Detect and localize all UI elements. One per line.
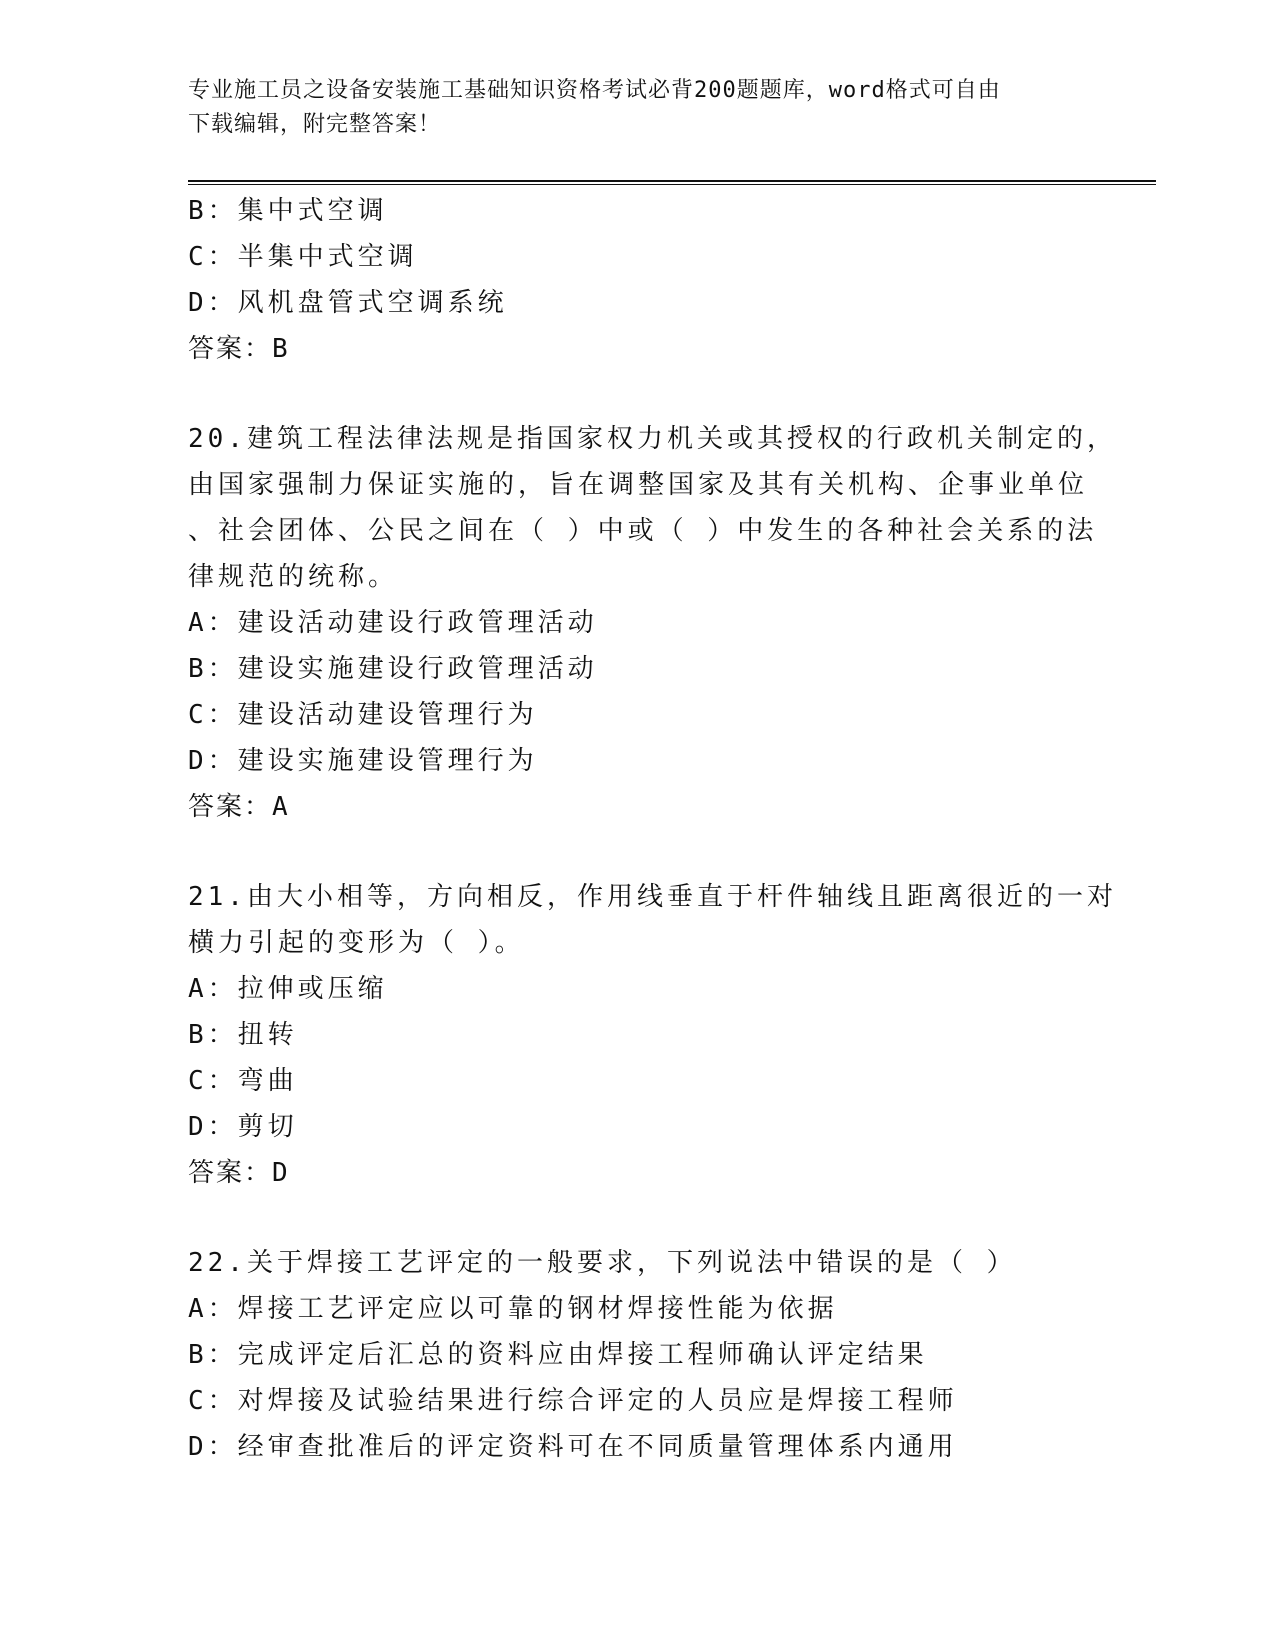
option-d: D：剪切 [188, 1112, 298, 1142]
option-d: D：建设实施建设管理行为 [188, 746, 538, 776]
answer-line: 答案：D [188, 1158, 290, 1188]
question-stem-line: 21.由大小相等，方向相反，作用线垂直于杆件轴线且距离很近的一对 [188, 882, 1117, 912]
question-stem-line: 、社会团体、公民之间在（ ）中或（ ）中发生的各种社会关系的法 [188, 516, 1098, 546]
answer-line: 答案：B [188, 334, 290, 364]
option-d: D：经审查批准后的评定资料可在不同质量管理体系内通用 [188, 1432, 958, 1462]
question-stem-line: 22.关于焊接工艺评定的一般要求，下列说法中错误的是（ ） [188, 1248, 1017, 1278]
option-c: C：弯曲 [188, 1066, 298, 1096]
spacer [188, 830, 1088, 874]
question-stem-line: 20.建筑工程法律法规是指国家权力机关或其授权的行政机关制定的， [188, 424, 1117, 454]
header-divider-thin [188, 184, 1156, 185]
question-stem-line: 由国家强制力保证实施的，旨在调整国家及其有关机构、企事业单位 [188, 470, 1089, 500]
document-body [188, 188, 1117, 1470]
question-20 [188, 416, 1117, 830]
page-header [188, 74, 1088, 142]
option-b: B：完成评定后汇总的资料应由焊接工程师确认评定结果 [188, 1340, 928, 1370]
option-b: B：集中式空调 [188, 196, 388, 226]
header-title-line-1: 专业施工员之设备安装施工基础知识资格考试必背200题题库，word格式可自由 [188, 78, 1001, 103]
header-title-line-2: 下载编辑，附完整答案！ [188, 112, 442, 137]
option-c: C：半集中式空调 [188, 242, 418, 272]
header-divider-thick [188, 180, 1156, 182]
question-19 [188, 188, 1088, 372]
question-stem-line: 横力引起的变形为（ ）。 [188, 928, 525, 958]
option-c: C：对焊接及试验结果进行综合评定的人员应是焊接工程师 [188, 1386, 958, 1416]
option-a: A：焊接工艺评定应以可靠的钢材焊接性能为依据 [188, 1294, 838, 1324]
spacer [188, 372, 1088, 416]
option-b: B：扭转 [188, 1020, 298, 1050]
option-c: C：建设活动建设管理行为 [188, 700, 538, 730]
question-stem-line: 律规范的统称。 [188, 562, 399, 592]
option-a: A：建设活动建设行政管理活动 [188, 608, 598, 638]
option-d: D：风机盘管式空调系统 [188, 288, 508, 318]
question-21 [188, 874, 1117, 1196]
question-22 [188, 1240, 1088, 1470]
option-b: B：建设实施建设行政管理活动 [188, 654, 598, 684]
option-a: A：拉伸或压缩 [188, 974, 388, 1004]
answer-line: 答案：A [188, 792, 290, 822]
spacer [188, 1196, 1088, 1240]
